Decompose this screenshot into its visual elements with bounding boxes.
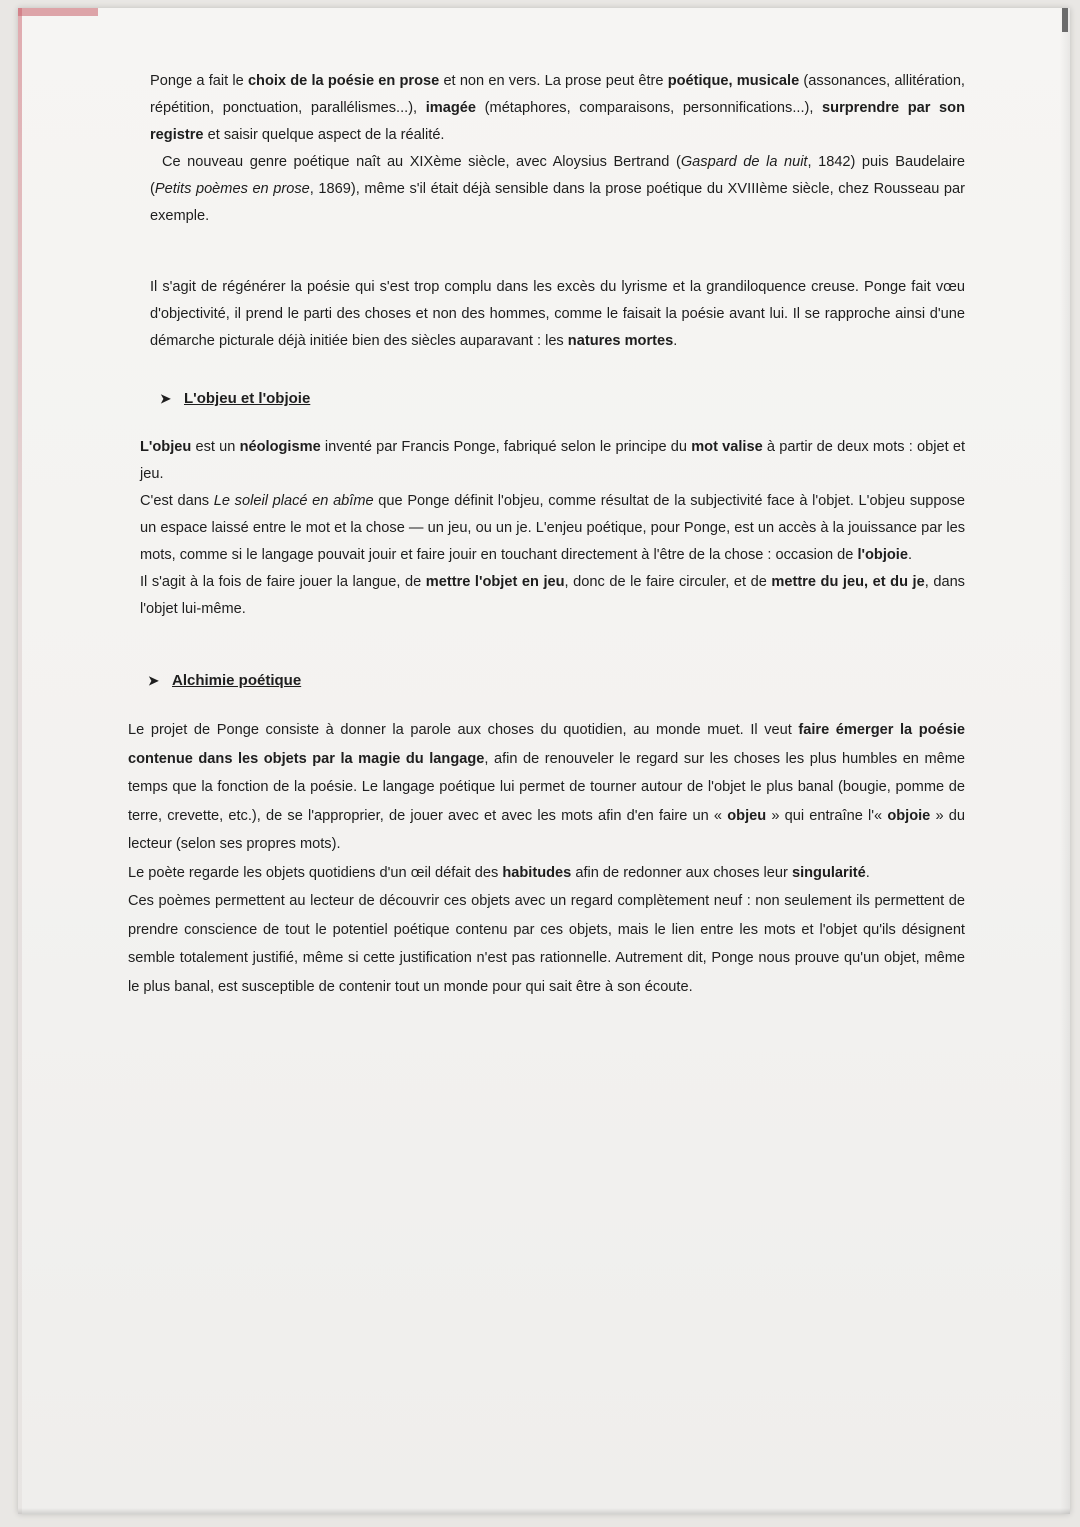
- right-edge-tick: [1062, 8, 1068, 32]
- intro-paragraph-1: [150, 68, 965, 149]
- text-run: à partir de deux mots : objet et jeu.: [140, 439, 965, 482]
- objeu-heading-text: L'objeu et l'objoie: [184, 390, 311, 407]
- text-run: et non en vers. La prose peut être: [439, 73, 668, 89]
- objeu-heading: [160, 385, 965, 412]
- bold-text-run: imagée: [425, 100, 477, 116]
- text-run: Le poète regarde les objets quotidiens d'un œil défait des: [128, 864, 503, 881]
- bold-text-run: faire émerger la poésie contenue dans les objets par la magie du langage: [128, 722, 965, 767]
- alchimie-paragraph-3: [128, 887, 965, 1001]
- bold-text-run: néologisme: [239, 439, 321, 455]
- text-run: » qui entraîne l'«: [766, 807, 888, 824]
- document-body: [128, 68, 966, 1001]
- text-run: , dans l'objet lui-même.: [140, 574, 965, 617]
- left-edge: [18, 8, 22, 1514]
- corner-mark: [18, 8, 98, 16]
- text-run: que Ponge définit l'objeu, comme résultat de la subjectivité face à l'objet. L'objeu suppose un espace laissé entre le mot et la chose — un jeu, ou un je. L'enjeu poétique, pour Ponge, est un accès à la jouissance par les mots, comme si le langage pouvait jouir et faire jouir en touchant directement à l'être de la chose : occasion de: [140, 493, 965, 563]
- bold-text-run: mot valise: [691, 439, 763, 455]
- alchimie-heading: [148, 667, 965, 694]
- text-run: Ponge a fait le: [150, 73, 248, 89]
- text-run: .: [907, 547, 913, 563]
- text-run: , 1842) puis Baudelaire (: [150, 154, 966, 197]
- right-edge-shadow: [1060, 8, 1070, 1514]
- bold-text-run: habitudes: [502, 864, 572, 881]
- alchimie-paragraph-1: [128, 716, 965, 859]
- bold-text-run: surprendre par son registre: [150, 100, 966, 143]
- text-run: , afin de renouveler le regard sur les choses les plus humbles en même temps que la fonction de la poésie. Le langage poétique lui permet de tourner autour de l'objet le plus banal (bougie, pomme de terre, crevette, etc.), de se l'approprier, de jouer avec et avec les mots afin d'en faire un «: [128, 750, 965, 824]
- text-run: , 1869), même s'il était déjà sensible dans la prose poétique du XVIIIème siècle, chez Rousseau par exemple.: [150, 181, 965, 224]
- text-run: Il s'agit à la fois de faire jouer la langue, de: [140, 574, 426, 590]
- objeu-section: [140, 385, 965, 623]
- text-run: C'est dans: [140, 493, 214, 509]
- objeu-paragraph-2: [140, 488, 965, 569]
- text-run: afin de redonner aux choses leur: [571, 864, 792, 881]
- text-run: , donc de le faire circuler, et de: [564, 574, 772, 590]
- italic-text-run: Gaspard de la nuit: [680, 154, 808, 170]
- bold-text-run: mettre du jeu, et du je: [771, 574, 925, 590]
- bold-text-run: singularité: [791, 864, 866, 881]
- text-run: Il s'agit de régénérer la poésie qui s'est trop complu dans les excès du lyrisme et la grandiloquence creuse. Ponge fait vœu d'objectivité, il prend le parti des choses et non des hommes, comme le faisait la poésie avant lui. Il se rapproche ainsi d'une démarche picturale déjà initiée bien des siècles auparavant : les: [150, 279, 965, 349]
- alchimie-paragraph-2: [128, 859, 965, 888]
- text-run: .: [865, 864, 870, 881]
- alchimie-heading-text: Alchimie poétique: [172, 672, 302, 689]
- alchimie-section: [128, 667, 965, 1001]
- objeu-paragraph-1: [140, 434, 965, 488]
- text-run: est un: [191, 439, 240, 455]
- intro-paragraph-2: [150, 149, 965, 230]
- bold-text-run: choix de la poésie en prose: [247, 73, 440, 89]
- text-run: » du lecteur (selon ses propres mots).: [128, 807, 965, 852]
- bold-text-run: natures mortes: [567, 333, 674, 349]
- intro-paragraph-3: [150, 274, 965, 355]
- arrow-bullet-icon: ➤: [148, 673, 159, 688]
- bold-text-run: objoie: [887, 807, 931, 824]
- text-run: Ce nouveau genre poétique naît au XIXème siècle, avec Aloysius Bertrand (: [162, 154, 681, 170]
- italic-text-run: Petits poèmes en prose: [154, 181, 310, 197]
- bold-text-run: poétique, musicale: [667, 73, 800, 89]
- intro-section: [150, 68, 965, 355]
- text-run: Le projet de Ponge consiste à donner la parole aux choses du quotidien, au monde muet. Il veut: [128, 722, 799, 738]
- objeu-paragraph-3: [140, 569, 965, 623]
- italic-text-run: Le soleil placé en abîme: [213, 493, 374, 509]
- text-run: (assonances, allitération, répétition, ponctuation, parallélismes...),: [150, 73, 965, 116]
- text-run: Ces poèmes permettent au lecteur de découvrir ces objets avec un regard complètement neuf : non seulement ils permettent de prendre conscience de tout le potentiel poétique contenu par ces objets, mais le lien entre les mots et l'objet qu'ils désignent semble totalement justifié, même si cette justification n'est pas rationnelle. Autrement dit, Ponge nous prouve qu'un objet, même le plus banal, est susceptible de contenir tout un monde pour qui sait être à son écoute.: [128, 893, 965, 995]
- text-run: .: [673, 333, 678, 349]
- arrow-bullet-icon: ➤: [160, 391, 171, 406]
- text-run: inventé par Francis Ponge, fabriqué selon le principe du: [320, 439, 692, 455]
- bottom-edge-shadow: [18, 1508, 1070, 1514]
- bold-text-run: l'objoie: [857, 547, 908, 563]
- bold-text-run: objeu: [727, 807, 767, 824]
- text-run: (métaphores, comparaisons, personnifications...),: [476, 100, 823, 116]
- bold-text-run: mettre l'objet en jeu: [425, 574, 565, 590]
- bold-text-run: L'objeu: [140, 439, 192, 455]
- text-run: et saisir quelque aspect de la réalité.: [203, 127, 445, 143]
